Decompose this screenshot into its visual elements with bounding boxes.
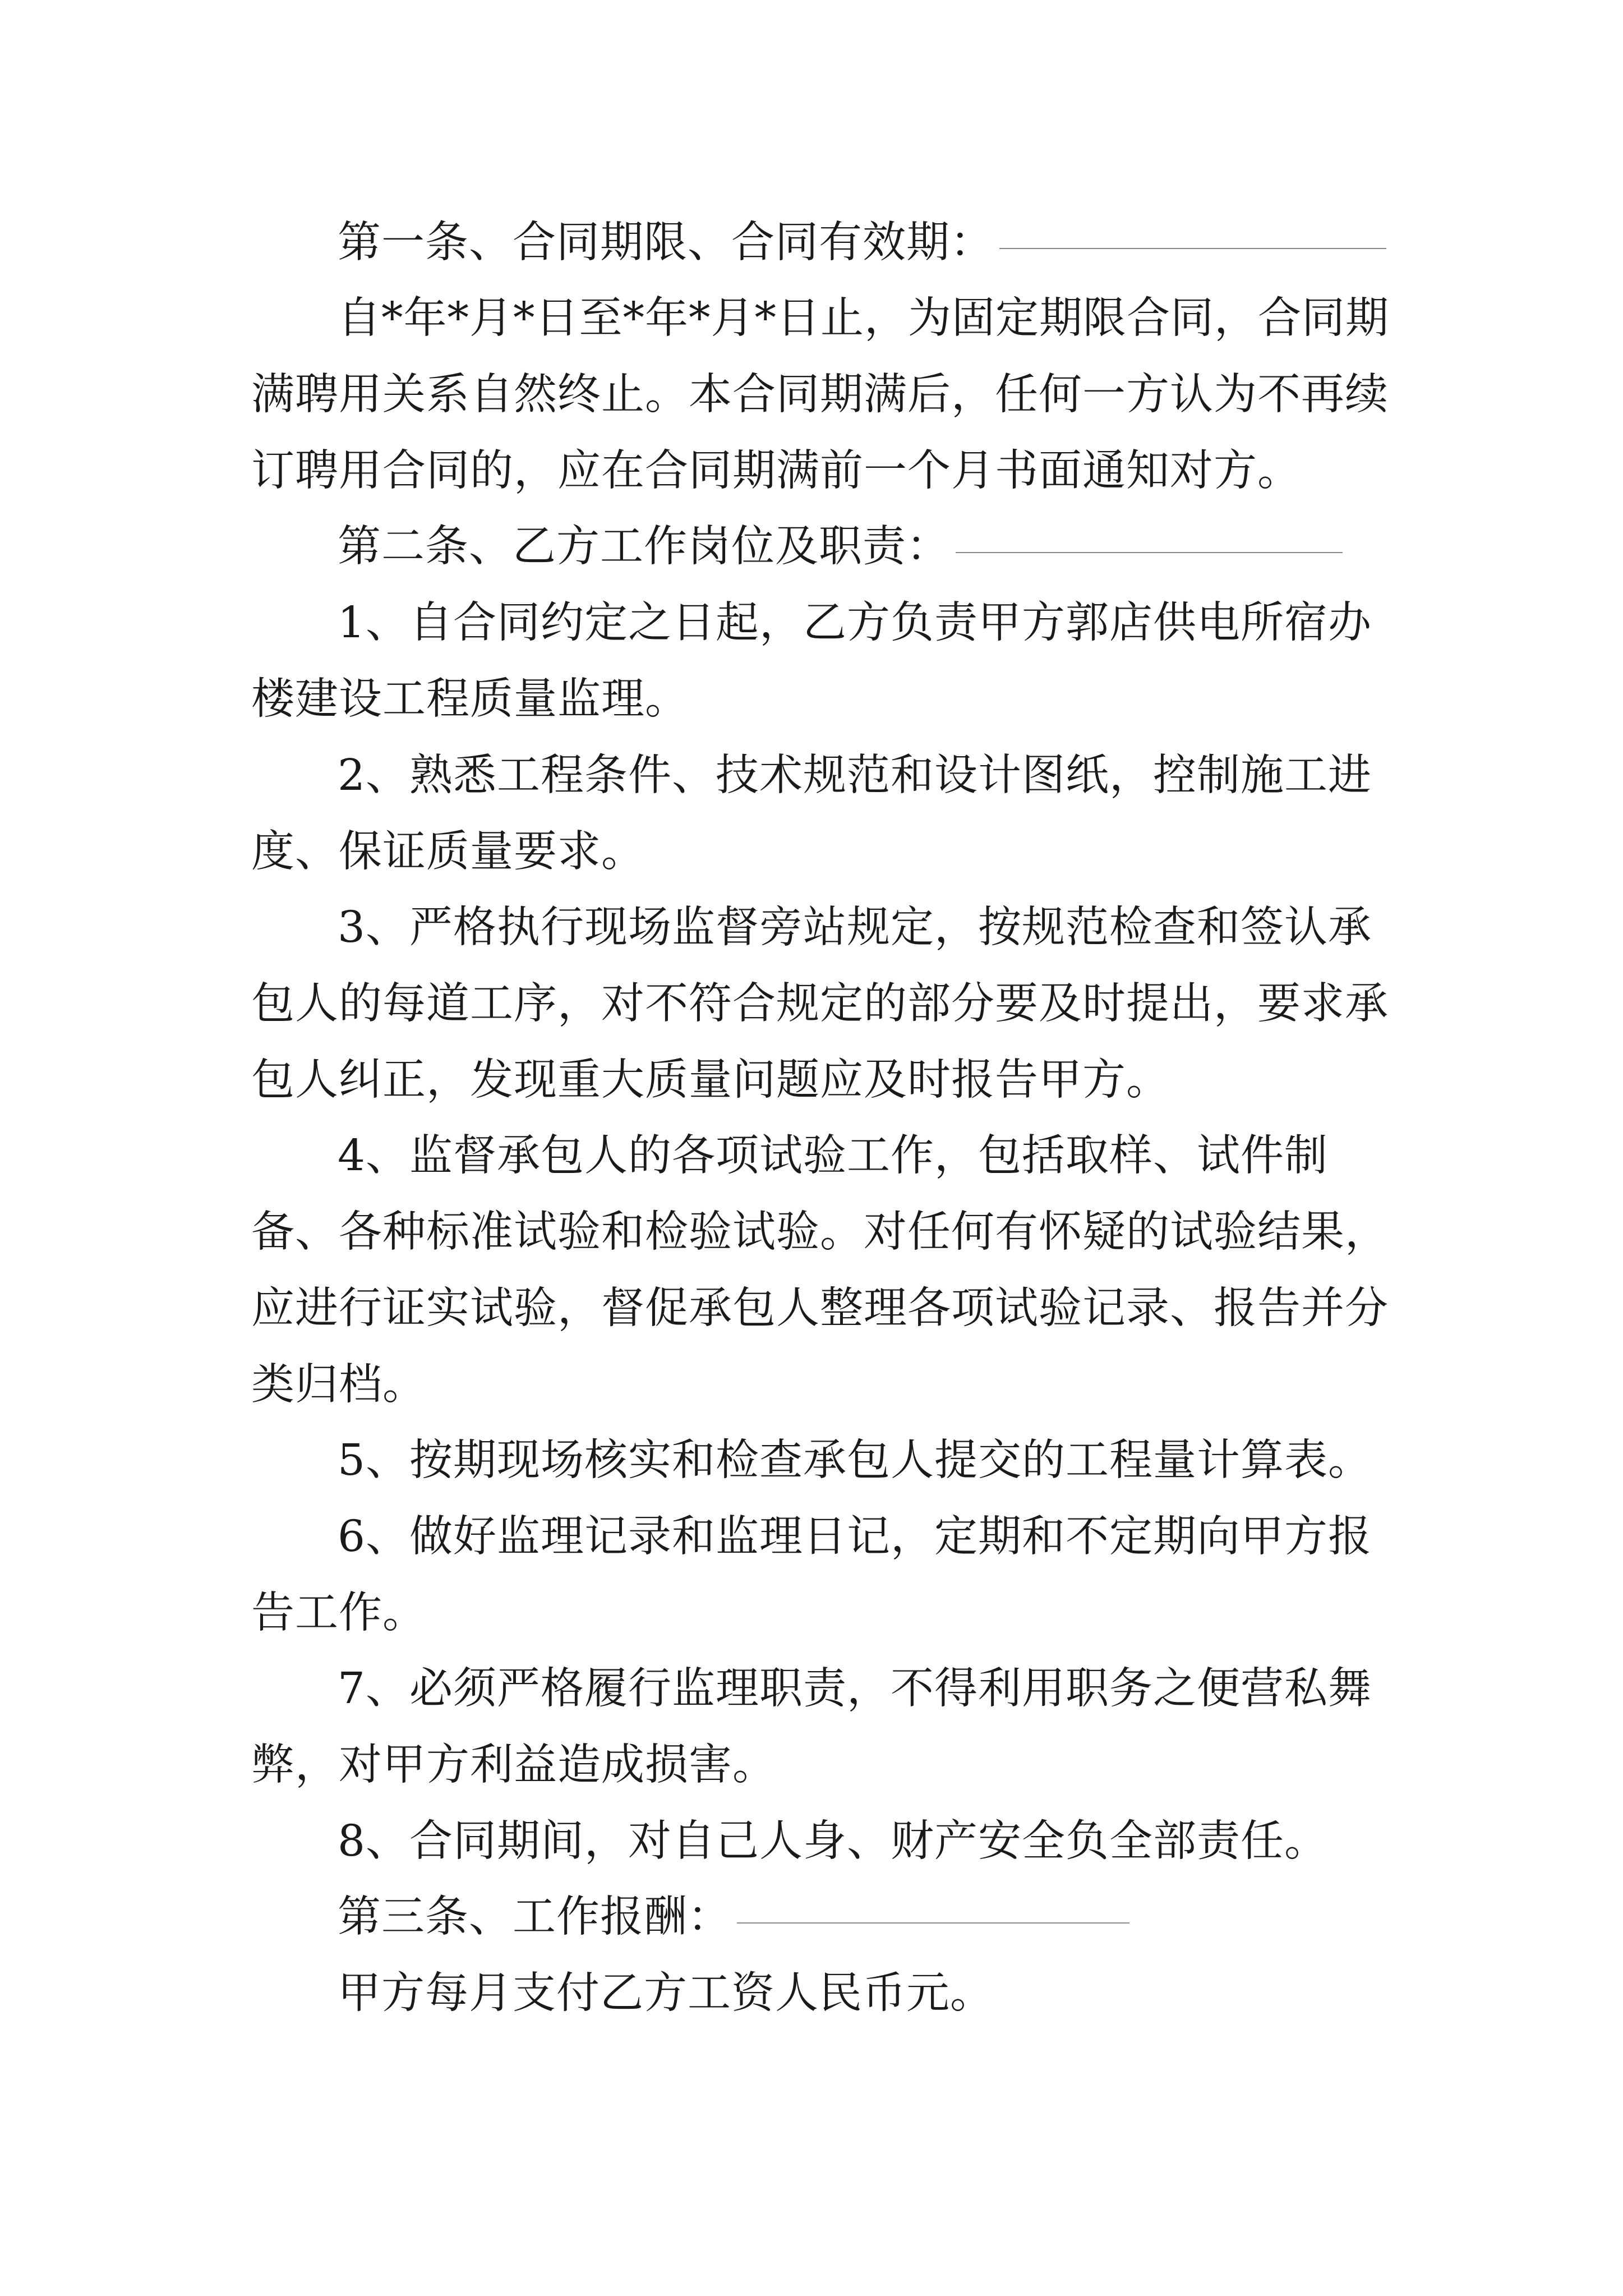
clause-2-item-6: 6、做好监理记录和监理日记，定期和不定期向甲方报告工作。 (251, 1512, 1372, 1638)
clause-2-item-2: 2、熟悉工程条件、技术规范和设计图纸，控制施工进度、保证质量要求。 (251, 751, 1372, 877)
clause-2-item-5: 5、按期现场核实和检查承包人提交的工程量计算表。 (338, 1435, 1372, 1485)
clause-2-fill-blank (956, 552, 1343, 553)
clause-2-item-7: 7、必须严格履行监理职责，不得利用职务之便营私舞弊，对甲方利益造成损害。 (251, 1664, 1372, 1790)
clause-3-heading (251, 1879, 1391, 1955)
clause-2-heading-text: 第二条、乙方工作岗位及职责： (338, 522, 950, 572)
clause-3-body: 甲方每月支付乙方工资人民币元。 (338, 1968, 994, 2018)
clause-3-heading-text: 第三条、工作报酬： (338, 1892, 731, 1942)
clause-1-body: 自*年*月*日至*年*月*日止，为固定期限合同，合同期满聘用关系自然终止。本合同期满后，任何一方认为不再续订聘用合同的，应在合同期满前一个月书面通知对方。 (251, 293, 1389, 496)
clause-2-item-3: 3、严格执行现场监督旁站规定，按规范检查和签认承包人的每道工序，对不符合规定的部分要及时提出，要求承包人纠正，发现重大质量问题应及时报告甲方。 (251, 903, 1389, 1105)
clause-1-heading-text: 第一条、合同期限、合同有效期： (338, 218, 994, 268)
clause-2-heading (251, 509, 1391, 585)
clause-1-fill-blank (999, 248, 1386, 249)
clause-3-fill-blank (737, 1922, 1129, 1924)
clause-2-item-8: 8、合同期间，对自己人身、财产安全负全部责任。 (338, 1816, 1328, 1866)
clause-2-item-4: 4、监督承包人的各项试验工作，包括取样、试件制备、各种标准试验和检验试验。对任何有怀疑的试验结果，应进行证实试验，督促承包人整理各项试验记录、报告并分类归档。 (251, 1131, 1389, 1410)
clause-1-heading (251, 205, 1391, 281)
clause-2-item-1: 1、自合同约定之日起，乙方负责甲方郭店供电所宿办楼建设工程质量监理。 (251, 598, 1372, 724)
